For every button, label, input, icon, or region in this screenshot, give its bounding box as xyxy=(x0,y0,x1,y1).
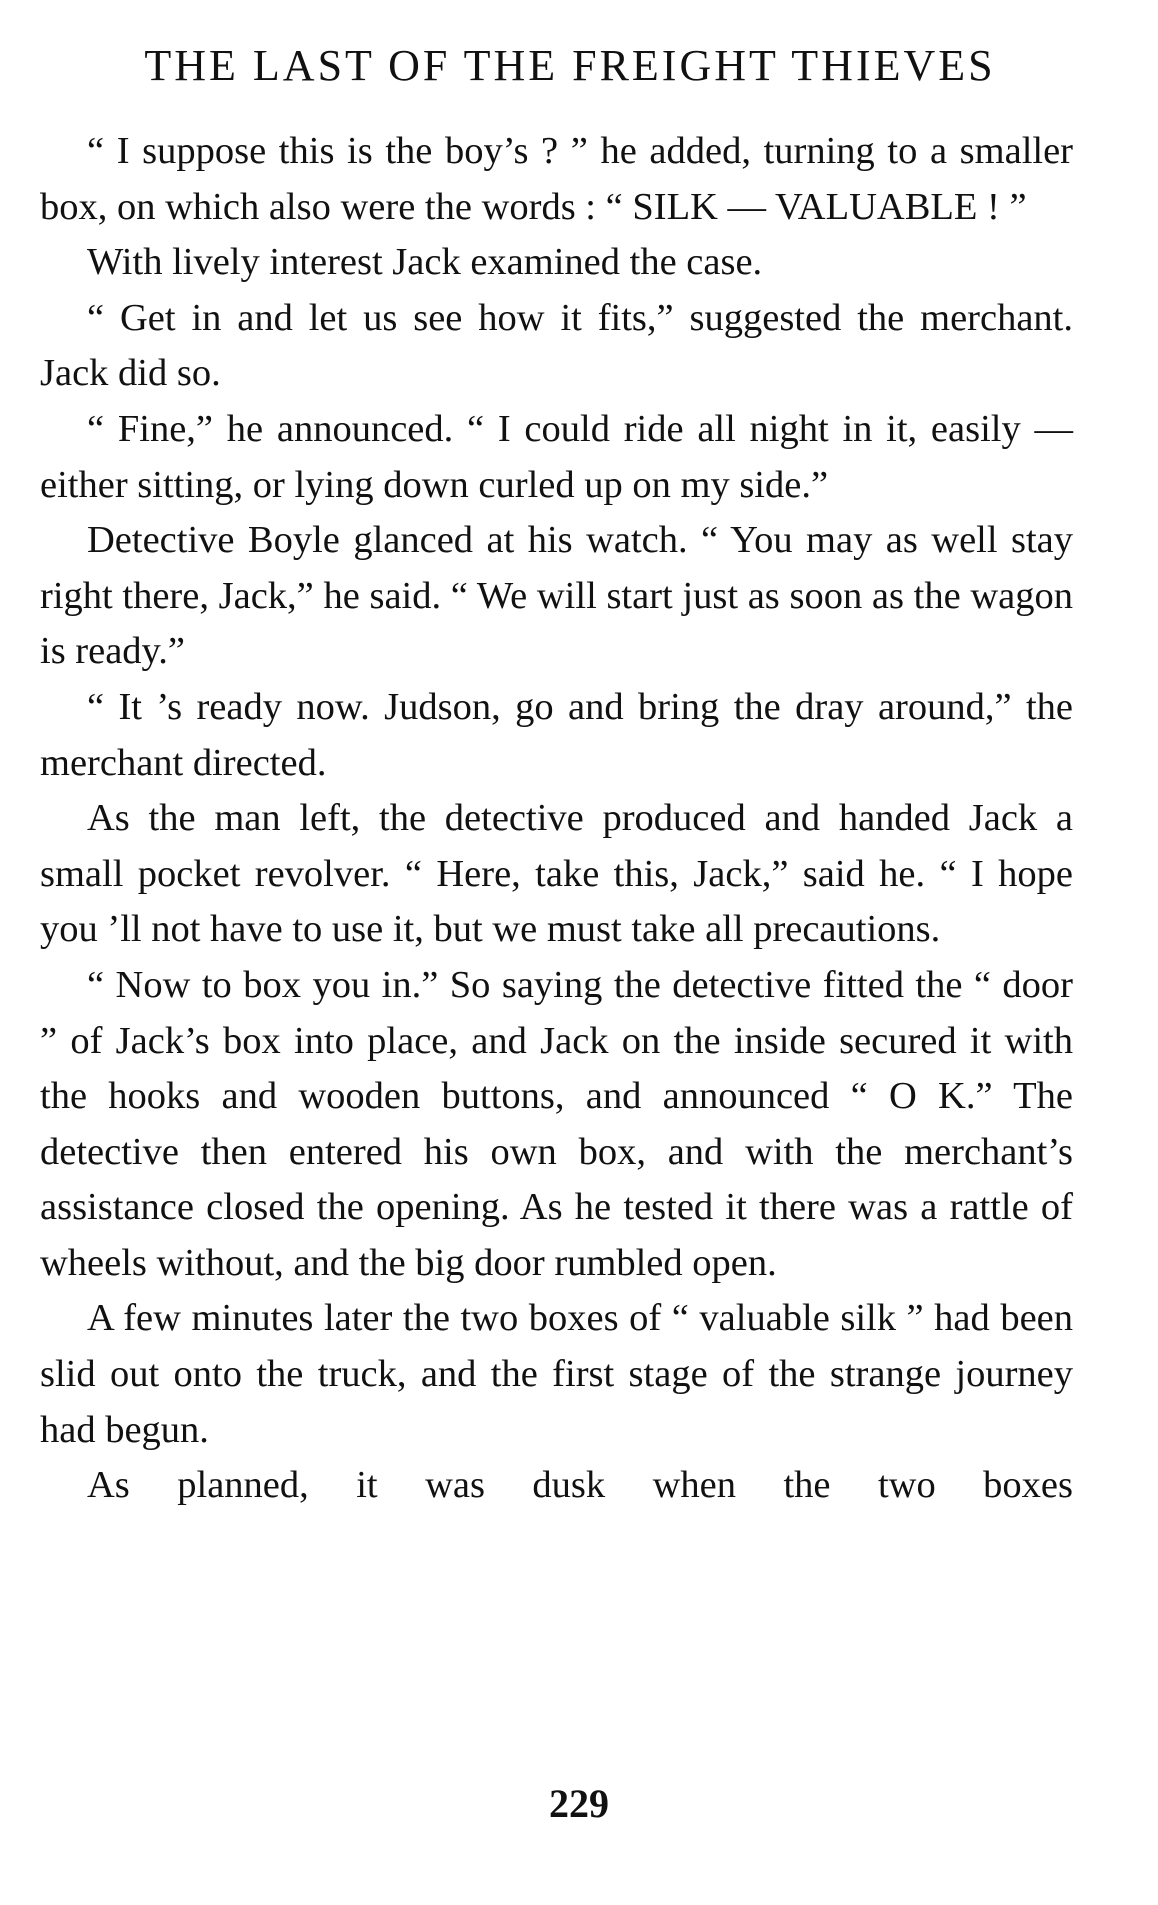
paragraph: “ I suppose this is the boy’s ? ” he added, turning to a smaller box, on which also were the words : “ SILK — VALUABLE ! ” xyxy=(40,130,1073,228)
paragraph: “ Get in and let us see how it fits,” suggested the merchant. Jack did so. xyxy=(40,296,1073,395)
body-text xyxy=(40,124,1073,1514)
paragraph: “ Now to box you in.” So saying the detective fitted the “ door ” of Jack’s box into place, and Jack on the inside secured it with the hooks and wooden buttons, and announced “ O K.” The detective then entered his own box, and with the merchant’s assistance closed the opening. As he tested it there was a rattle of wheels without, and the big door rumbled open. xyxy=(40,963,1073,1284)
paragraph: Detective Boyle glanced at his watch. “ You may as well stay right there, Jack,” he said. “ We will start just as soon as the wagon is ready.” xyxy=(40,519,1073,673)
paragraph: With lively interest Jack examined the case. xyxy=(87,241,763,284)
paragraph: “ It ’s ready now. Judson, go and bring the dray around,” the merchant directed. xyxy=(40,685,1073,784)
paragraph: A few minutes later the two boxes of “ valuable silk ” had been slid out onto the truck, and the first stage of the strange journey had begun. xyxy=(40,1297,1073,1451)
running-head: THE LAST OF THE FREIGHT THIEVES xyxy=(144,41,996,90)
paragraph: “ Fine,” he announced. “ I could ride all night in it, easily — either sitting, or lying down curled up on my side.” xyxy=(40,407,1073,506)
page-number: 229 xyxy=(549,1781,609,1826)
paragraph: As planned, it was dusk when the two boxes xyxy=(87,1464,1073,1507)
paragraph: As the man left, the detective produced and handed Jack a small pocket revolver. “ Here, take this, Jack,” said he. “ I hope you ’ll not have to use it, but we must take all precautions. xyxy=(40,797,1073,951)
